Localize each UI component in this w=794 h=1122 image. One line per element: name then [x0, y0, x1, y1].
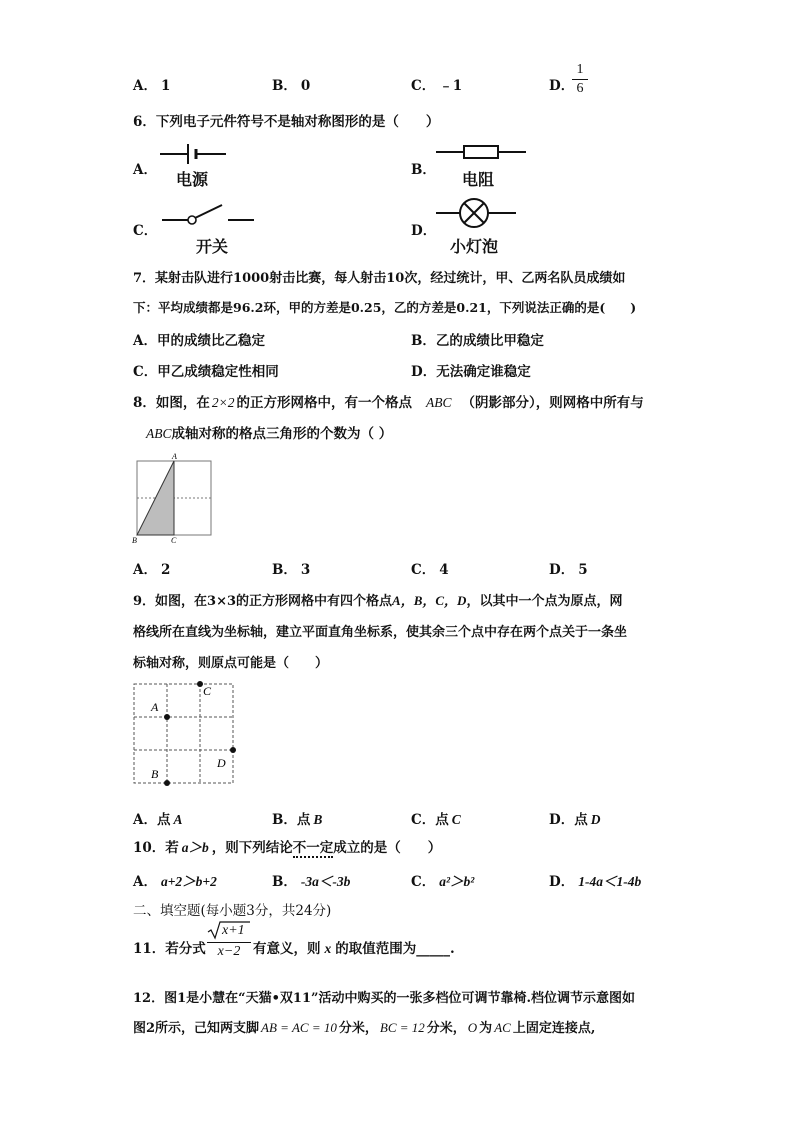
q6-option-a-letter: A． — [133, 162, 157, 178]
q6-stem: 6．下列电子元件符号不是轴对称图形的是（ ） — [133, 114, 440, 130]
q10-stem: 10．若 a＞b ，则下列结论不一定成立的是（ ） — [133, 840, 442, 856]
lamp-symbol-icon — [434, 196, 518, 230]
q5-option-a: A． 1 — [133, 78, 171, 94]
q7-stem-line2: 下：平均成绩都是96.2环，甲的方差是0.25，乙的方差是0.21，下列说法正确的是( ) — [133, 300, 637, 315]
q10-option-b: B． -3a＜-3b — [272, 874, 351, 890]
q10-option-d: D． 1-4a＜1-4b — [549, 874, 642, 890]
q8-option-d: D． 5 — [549, 562, 588, 578]
q6-option-c-letter: C． — [133, 223, 158, 239]
q9-label-d: D — [217, 756, 226, 770]
q7-option-b: B．乙的成绩比甲稳定 — [411, 333, 544, 349]
q9-point-b — [164, 780, 170, 786]
q5-option-b: B． 0 — [272, 78, 311, 94]
q9-grid-figure — [128, 678, 240, 790]
q9-stem-line1: 9．如图，在3×3的正方形网格中有四个格点A，B，C，D，以其中一个点为原点，网 — [133, 593, 623, 609]
q8-stem-line1: 8．如图，在 2×2 的正方形网格中，有一个格点 ABC （阴影部分），则网格中所有与 — [133, 395, 644, 411]
q6-option-d-letter: D． — [411, 223, 437, 239]
q8-stem-line2: ABC成轴对称的格点三角形的个数为（ ） — [146, 426, 393, 442]
resistor-symbol-icon — [434, 140, 528, 166]
q9-stem-line2: 格线所在直线为坐标轴，建立平面直角坐标系，使其余三个点中存在两个点关于一条坐 — [133, 625, 628, 640]
q6-caption-power: 电源 — [176, 170, 209, 189]
q7-option-a: A．甲的成绩比乙稳定 — [133, 333, 265, 349]
q6-caption-resistor: 电阻 — [462, 170, 495, 189]
q9-stem-line3: 标轴对称，则原点可能是（ ） — [133, 656, 329, 671]
q6-caption-switch: 开关 — [196, 237, 229, 256]
q5-option-d-fraction: 1 6 — [572, 62, 588, 97]
q9-option-c: C．点 C — [411, 812, 461, 828]
q10-emphasis: 不一定 — [292, 840, 334, 856]
q9-label-b: B — [151, 767, 159, 781]
q10-option-c: C． a²＞b² — [411, 874, 475, 890]
q5-option-c: C． ﹣1 — [411, 78, 463, 94]
switch-symbol-icon — [160, 198, 256, 228]
q7-option-d: D．无法确定谁稳定 — [411, 364, 531, 380]
q8-label-a: A — [172, 452, 177, 461]
q9-option-d: D．点 D — [549, 812, 601, 828]
q9-label-a: A — [151, 700, 159, 714]
q8-label-b: B — [132, 536, 137, 545]
q11-answer-blank: _____ — [416, 941, 450, 957]
q6-option-b-letter: B． — [411, 162, 436, 178]
q8-option-b: B． 3 — [272, 562, 311, 578]
q9-option-b: B．点 B — [272, 812, 323, 828]
q11-suffix: 有意义，则 x 的取值范围为_____. — [253, 941, 455, 957]
q9-option-a: A．点 A — [133, 812, 183, 828]
q8-option-c: C． 4 — [411, 562, 449, 578]
q12-stem-line1: 12．图1是小慧在“天猫•双11”活动中购买的一张多档位可调节靠椅.档位调节示意图如 — [133, 991, 636, 1006]
q12-stem-line2: 图2所示，己知两支脚 AB = AC = 10 分米， BC = 12 分米， O 为 AC 上固定连接点, — [133, 1020, 596, 1036]
q7-stem-line1: 7．某射击队进行1000射击比赛，每人射击10次，经过统计，甲、乙两名队员成绩如 — [133, 271, 626, 286]
section-2-title: 二、填空题(每小题3分，共24分) — [133, 903, 332, 919]
q8-option-a: A． 2 — [133, 562, 171, 578]
q6-caption-lamp: 小灯泡 — [450, 237, 499, 256]
q5-option-d: D． — [549, 78, 575, 94]
q11-fraction: x+1 x−2 — [207, 920, 251, 960]
q10-option-a: A． a+2＞b+2 — [133, 874, 217, 890]
battery-symbol-icon — [158, 140, 230, 170]
q8-label-c: C — [171, 536, 177, 545]
q8-grid-figure — [130, 450, 218, 546]
q9-point-d — [230, 747, 236, 753]
q9-label-c: C — [203, 684, 212, 698]
q7-option-c: C．甲乙成绩稳定性相同 — [133, 364, 279, 380]
q11-prefix: 11．若分式 — [133, 941, 206, 957]
q9-point-a — [164, 714, 170, 720]
